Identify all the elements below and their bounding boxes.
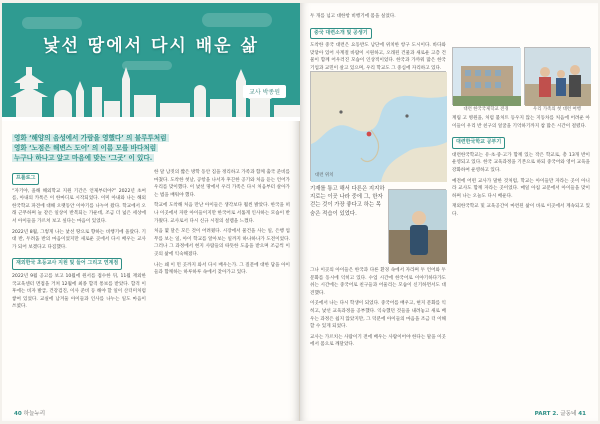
paragraph: 나는 왜 이 먼 곳까지 와서 다시 배우는가. 그 질문에 대한 답을 아이들과 함께하는 하루하루 속에서 찾아가고 있다. xyxy=(154,262,290,276)
paragraph: 처음 몇 달은 모든 것이 어려웠다. 시장에서 물건을 사는 일, 은행 업무를 보는 일, 아이 학교를 알아보는 일까지 하나하나가 도전이었다. 그러나 그 과정에서 현지 사람들의 따뜻한 도움을 받으며 조금씩 이곳의 삶에 익숙해졌다. xyxy=(154,229,290,257)
part-label: PART 2. xyxy=(534,411,559,417)
map-caption: 대련 위치 xyxy=(315,173,334,178)
article-header xyxy=(2,3,300,121)
author-label: 교사 박종원 xyxy=(243,85,286,98)
right-column-1-top xyxy=(310,13,446,71)
dalian-map xyxy=(310,71,446,181)
right-column-2 xyxy=(452,115,590,409)
left-column-1 xyxy=(12,169,146,409)
paragraph: 학교에 도착해 처음 만난 아이들은 생각보다 훨씬 밝았다. 한국을 떠나 이곳에서 자란 아이들이지만 한국어로 서툴게 인사하는 모습이 반가웠다. 교사로서 다시 신규 시절의 설렘을 느꼈다. xyxy=(154,203,290,224)
lead-line: 영화 ‘해양의 음성에서 가람을 영했다’ 의 불루투처럼 xyxy=(14,134,167,142)
sidebar-text: 기재를 통고 해서 다른은 지지하지로는 이곳 나라 중에 그, 한자 걷는 것이 가장 좋다고 하는 목숨은 적습이 있었다. xyxy=(310,186,385,217)
map-illustration xyxy=(311,72,447,182)
paragraph: “자기야, 올해 해외학교 지원 기간은 언제부터야?” 2022년 초여름, 아내의 카톡은 이 한마디로 시작되었다. 이미 아내와 나는 해외 한국학교 파견에 대해 오랫동안 이야기를 나누어 왔다. 학교에서 오래 근무하며 늘 같은 일상이 반복되는 가운데, 조금 더 넓은 세상에서 아이들을 가르쳐 보고 싶다는 마음이 있었다. xyxy=(12,188,146,224)
paragraph: 계림 고 병원을, 처럼 불처트 등우지 않는 지동차를 처음에 어려운 아이들이 우리 반 친구의 얼굴을 기억하기까지 참 많은 시간이 걸렸다. xyxy=(452,116,590,129)
school-photo xyxy=(452,47,520,105)
page-number: 40 xyxy=(14,411,22,417)
family-photo xyxy=(524,47,590,105)
paragraph: 2022년 9월 공고를 보고 10월에 원서를 접수한 뒤, 11월 재외한국교육센터 면접을 거쳐 12월에 최종 합격 통보를 받았다. 합격 이후에는 비자 발급, 건강검진, 이사 준비 등 해야 할 일이 산더미처럼 쌓여 있었다. 교실에 남겨둘 아이들과 인사를 나누는 일도 마음이 쓰였다. xyxy=(12,273,146,310)
photo-caption: 대련 한국국제학교 전경 xyxy=(463,107,509,112)
left-folio xyxy=(14,409,45,417)
paragraph: 그나 이곳의 아이들은 한국과 다른 환경 속에서 자라며 두 언어와 두 문화를 동시에 익히고 있다. 수업 시간에 한국어로 이야기하다가도 쉬는 시간에는 중국어로 친구들과 어울리는 모습이 신기하면서도 대견했다. xyxy=(310,268,446,296)
page-number: 41 xyxy=(578,411,586,417)
paragraph: 이곳에서 나는 다시 학생이 되었다. 중국어를 배우고, 현지 문화를 익히고, 낯선 교육과정을 공부했다. 익숙했던 것들을 내려놓고 새로 배우는 과정은 쉽지 않았지만, 그 덕분에 아이들의 마음을 조금 더 이해할 수 있게 되었다. xyxy=(310,301,446,330)
lead-line: 누구나 하나고 앞고 마음에 맞는 ‘그곳’ 이 있다. xyxy=(14,154,153,162)
lead-line: 영화 ‘노점은 해변스 도어’ 의 이름 모를 바다처럼 xyxy=(14,144,157,152)
school-illustration xyxy=(453,48,521,106)
paragraph: 대련한국학교는 유·초·중·고가 함께 있는 작은 학교로, 총 13개 반이 운영되고 있다. 한국 교육과정을 기본으로 하되 중국어와 영어 교육을 강화하여 운영하고 있다. xyxy=(452,152,590,173)
right-page xyxy=(300,3,598,421)
section-heading: 중국 대련소개 및 공생기 xyxy=(310,28,372,40)
left-page xyxy=(2,3,300,421)
paragraph: 두 개를 넘고 대한항 비행기에 몸을 실었다. xyxy=(310,14,396,19)
author-photo xyxy=(388,189,446,263)
left-column-2 xyxy=(154,169,290,409)
cloud-decoration xyxy=(22,17,82,29)
section-heading: 프롤로그 xyxy=(12,173,39,185)
paragraph: 한 달 남짓의 짧은 방학 동안 짐을 정리하고 가족과 함께 출국 준비를 마쳤다. 도착한 첫날, 공항을 나서자 후끈한 공기와 처음 듣는 언어가 우리를 맞이했다. 이 낯선 땅에서 우리 가족은 다시 처음부터 살아가는 법을 배워야 했다. xyxy=(154,170,290,198)
section-heading: 재외한국 초등교사 지원 및 들어 그리고 연계점 xyxy=(12,258,122,270)
photo-illustration xyxy=(389,190,447,264)
magazine-spread xyxy=(2,3,598,421)
paragraph: 2022년 8월, 그렇게 나는 낯선 땅으로 향하는 비행기에 올랐다. 기대 반, 두려움 반의 마음이었지만 새로운 곳에서 다시 배우는 교사가 되어 보겠다고 다짐했다. xyxy=(12,229,146,250)
section-label: 글동네 xyxy=(560,411,577,417)
right-column-1-bottom xyxy=(310,267,446,411)
paragraph: 재외한국학교 및 교육공간이 마련된 삶이 바로 이곳에서 계속되고 있다. xyxy=(452,204,590,217)
photo-caption: 우리 가족의 첫 대련 여행 xyxy=(533,107,581,112)
lead-quote xyxy=(12,133,292,163)
magazine-title: 하늘누리 xyxy=(23,411,46,417)
section-heading: 대련한국학교 공부기 xyxy=(452,137,505,149)
article-title: 낯선 땅에서 다시 배운 삶 xyxy=(43,36,259,56)
sidebar-note xyxy=(310,185,386,263)
paragraph: 교사는 가르치는 사람이기 전에 배우는 사람이어야 한다는 말을 이곳에서 몸으로 깨달았다. xyxy=(310,334,446,348)
paragraph: 도착한 중국 대련은 요동반도 남단에 위치한 항구 도시이다. 바다와 맞닿아 있어 사계절 바람이 시원하고, 오래된 건물과 새로운 고층 건물이 함께 어우러진 모습이 인상적이었다. 한국과 가까워 많은 한국 기업과 교민이 살고 있으며, 우리 학교도 그 중심에 자리하고 있다. xyxy=(310,43,446,71)
paragraph: 예전에 어떤 교사가 말한 것처럼, 학교는 아이들만 자라는 곳이 아니라 교사도 함께 자라는 곳이었다. 매일 아침 교문에서 아이들을 맞이하며 나는 오늘도 다시 배운다. xyxy=(452,178,590,199)
cloud-decoration xyxy=(202,13,272,27)
right-folio xyxy=(535,409,586,417)
family-illustration xyxy=(525,48,591,106)
